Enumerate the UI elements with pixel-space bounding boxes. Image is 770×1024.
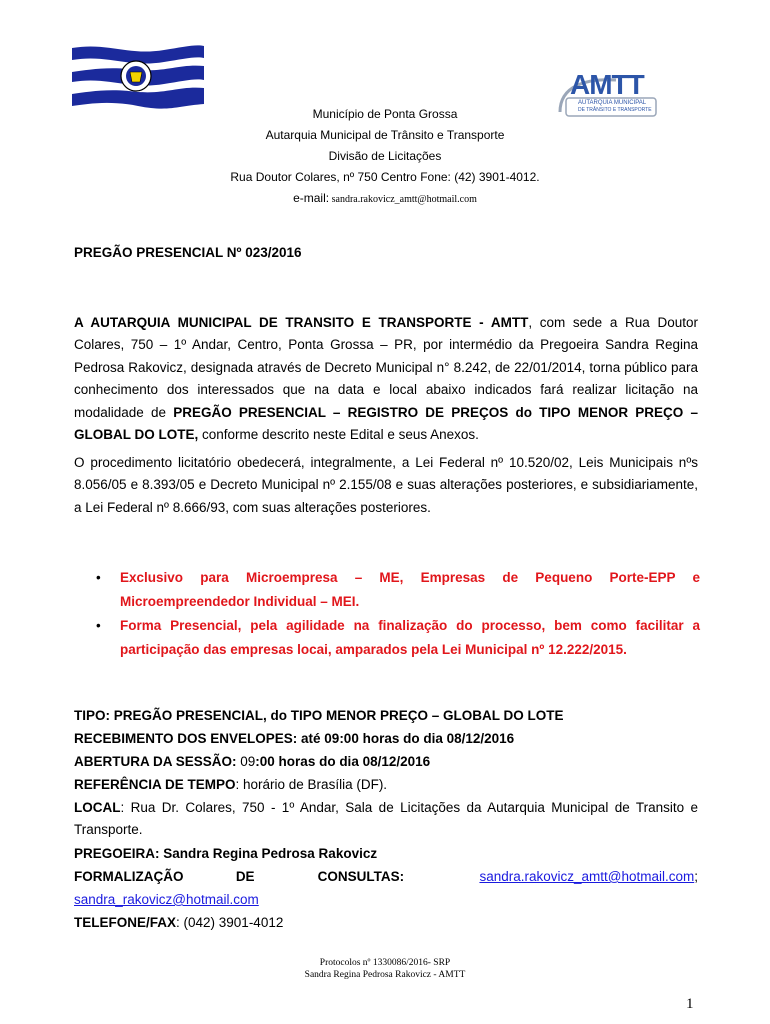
detail-abertura: [74, 751, 698, 773]
email-link-1[interactable]: sandra.rakovicz_amtt@hotmail.com: [479, 869, 695, 884]
footer-signature: Sandra Regina Pedrosa Rakovicz - AMTT: [304, 970, 466, 980]
email-link-2[interactable]: sandra_rakovicz@hotmail.com: [74, 892, 259, 907]
referencia-label: REFERÊNCIA DE TEMPO: [74, 777, 236, 792]
abertura-label: ABERTURA DA SESSÃO:: [74, 754, 237, 769]
header-address: Rua Doutor Colares, nº 750 Centro Fone: (42) 3901-4012.: [230, 170, 540, 184]
intro-text-1: , com sede a Rua Doutor Colares, 750 – 1º Andar, Centro, Ponta Grossa – PR, por intermédio da Pregoeira Sandra Regina Pedrosa Rakovicz, designada através de Decreto Municipal n° 8.242, de 22/01/2014, torna público para conhecimento dos interessados que na data e local abaixo indicados fará realizar licitação na modalidade de: [74, 315, 698, 420]
list-item: [96, 566, 700, 614]
detail-referencia: [74, 774, 698, 796]
formalizacao-word-3: CONSULTAS:: [317, 869, 405, 884]
telefone-value: : (042) 3901-4012: [176, 915, 284, 930]
detail-email-2: [74, 889, 698, 911]
intro-entity-name: A AUTARQUIA MUNICIPAL DE TRANSITO E TRANSPORTE - AMTT: [74, 315, 529, 330]
detail-formalizacao: [74, 866, 698, 888]
abertura-value-start: 09: [236, 754, 256, 769]
header-email: [0, 190, 770, 208]
amtt-logo-subtitle-1: AUTARQUIA MUNICIPAL: [578, 100, 647, 106]
local-label: LOCAL: [74, 800, 121, 815]
email-separator: ;: [694, 869, 698, 884]
bullet-icon: •: [96, 618, 101, 633]
legal-basis-paragraph: O procedimento licitatório obedecerá, integralmente, a Lei Federal nº 10.520/02, Leis Municipais nºs 8.056/05 e 8.393/05 e Decreto Municipal nº 2.155/08 e suas alterações posteriores, e subsidiariamente, a Lei Federal nº 8.666/93, com suas alterações posteriores.: [74, 455, 698, 515]
condition-presential: Forma Presencial, pela agilidade na finalização do processo, bem como facilitar a participação das empresas locai, amparados pela Lei Municipal nº 12.222/2015.: [120, 618, 700, 657]
header-autarchy: Autarquia Municipal de Trânsito e Transporte: [265, 128, 505, 142]
detail-recebimento: RECEBIMENTO DOS ENVELOPES: até 09:00 horas do dia 08/12/2016: [74, 731, 515, 746]
referencia-value: : horário de Brasília (DF).: [235, 777, 388, 792]
document-title: PREGÃO PRESENCIAL Nº 023/2016: [74, 245, 302, 260]
header-municipality: Município de Ponta Grossa: [312, 107, 458, 121]
abertura-value-end: :00 horas do dia 08/12/2016: [255, 754, 431, 769]
detail-local: [74, 797, 698, 842]
intro-text-2: conforme descrito neste Edital e seus Anexos.: [198, 427, 479, 443]
city-flag-emblem: [68, 42, 208, 112]
bullet-icon: •: [96, 570, 101, 585]
detail-telefone: [74, 912, 698, 934]
local-value: : Rua Dr. Colares, 750 - 1º Andar, Sala de Licitações da Autarquia Municipal de Transito e Transporte.: [74, 800, 698, 838]
intro-paragraph: [74, 312, 698, 446]
page-number: 1: [686, 996, 694, 1012]
detail-pregoeira: PREGOEIRA: Sandra Regina Pedrosa Rakovicz: [74, 846, 378, 861]
header-email-label: e-mail:: [293, 191, 330, 205]
formalizacao-word-2: DE: [235, 869, 255, 884]
list-item: [96, 614, 700, 662]
conditions-list: [96, 566, 700, 662]
amtt-logo-text: AMTT: [570, 69, 644, 100]
footer-protocol: Protocolos nº 1330086/2016- SRP: [319, 958, 451, 968]
intro-modality: PREGÃO PRESENCIAL – REGISTRO DE PREÇOS do TIPO MENOR PREÇO – GLOBAL DO LOTE,: [74, 404, 698, 443]
formalizacao-word-1: FORMALIZAÇÃO: [74, 869, 184, 884]
detail-tipo: TIPO: PREGÃO PRESENCIAL, do TIPO MENOR PREÇO – GLOBAL DO LOTE: [74, 708, 564, 723]
header-email-value: sandra.rakovicz_amtt@hotmail.com: [329, 194, 477, 205]
amtt-logo-subtitle-2: DE TRÂNSITO E TRANSPORTE: [578, 107, 652, 113]
header-division: Divisão de Licitações: [328, 149, 442, 163]
condition-exclusive: Exclusivo para Microempresa – ME, Empresas de Pequeno Porte-EPP e Microempreendedor Individual – MEI.: [120, 570, 700, 609]
telefone-label: TELEFONE/FAX: [74, 915, 177, 930]
